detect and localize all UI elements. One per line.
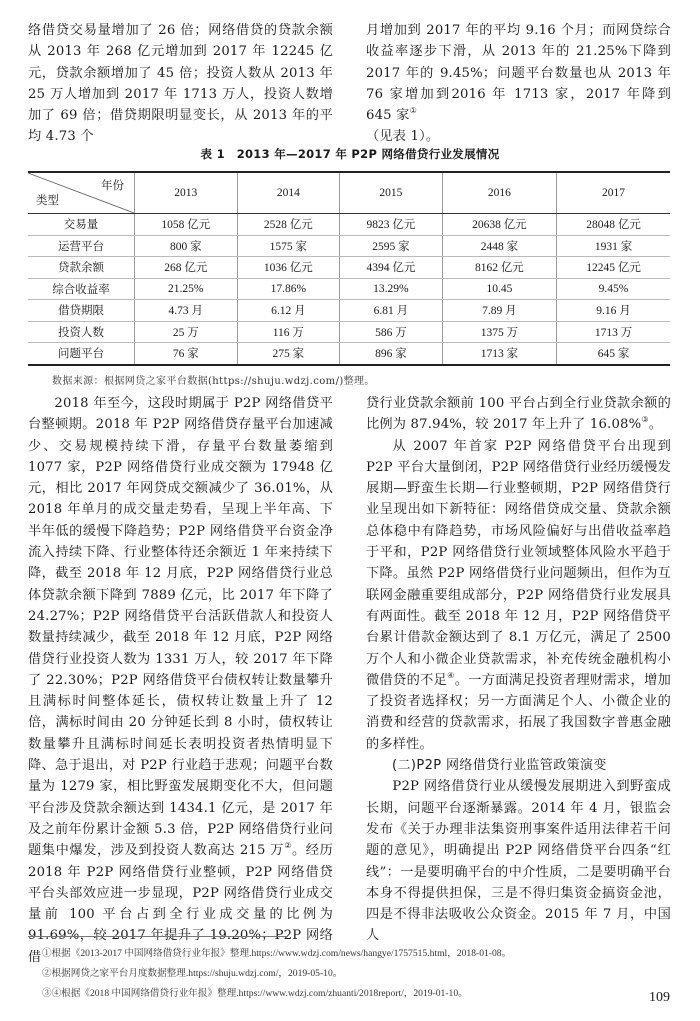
body-right-column xyxy=(366,393,671,947)
paragraph-text: 月增加到 2017 年的平均 9.16 个月；而网贷综合收益率逐步下滑，从 2013 年的 21.25%下降到 2017 年的 9.45%；问题平台数量也从 2013 年 76 家增加到2016 年 1713 家，2017 年降到 645 家① （见表 1）。 xyxy=(366,23,671,145)
column-header: 2017 xyxy=(557,172,670,214)
table-cell: 1036 亿元 xyxy=(237,257,340,279)
body-left-column xyxy=(28,393,333,968)
corner-label-year: 年份 xyxy=(101,180,124,192)
top-right-paragraph xyxy=(366,20,671,148)
table-cell: 1713 家 xyxy=(442,343,556,365)
table-cell: 896 家 xyxy=(340,343,443,365)
row-label: 交易量 xyxy=(28,214,135,236)
table-row xyxy=(28,214,670,236)
footnote-divider xyxy=(28,936,288,937)
table-cell: 275 家 xyxy=(237,343,340,365)
table-cell: 2528 亿元 xyxy=(237,214,340,236)
table-cell: 9.16 月 xyxy=(557,300,670,322)
table-row xyxy=(28,235,670,257)
footnote-ref-3[interactable]: ③ xyxy=(641,415,649,425)
table-cell: 4.73 月 xyxy=(135,300,238,322)
table-row xyxy=(28,321,670,343)
table-cell: 268 亿元 xyxy=(135,257,238,279)
table-cell: 1375 万 xyxy=(442,321,556,343)
paragraph-text: 络借贷交易量增加了 26 倍；网络借贷的贷款余额从 2013 年 268 亿元增加到 2017 年 12245 亿元，贷款余额增加了 45 倍；投资人数从 2013 年 25 万人增加到 2017 年 1713 万人，投资人数增加了 69 倍；借贷期限明显变长，从 2013 年的平均 4.73 个 xyxy=(28,23,333,145)
table-cell: 1058 亿元 xyxy=(135,214,238,236)
table-cell: 12245 亿元 xyxy=(557,257,670,279)
top-left-paragraph xyxy=(28,20,333,148)
table-cell: 28048 亿元 xyxy=(557,214,670,236)
table-cell: 13.29% xyxy=(340,278,443,300)
table-cell: 1713 万 xyxy=(557,321,670,343)
row-label: 贷款余额 xyxy=(28,257,135,279)
table-cell: 9.45% xyxy=(557,278,670,300)
column-header: 2014 xyxy=(237,172,340,214)
table-title: 表 1 2013 年—2017 年 P2P 网络借贷行业发展情况 xyxy=(200,147,500,161)
column-header: 2013 xyxy=(135,172,238,214)
section-subheading: (二)P2P 网络借贷行业监管政策演变 xyxy=(392,758,607,774)
table-cell: 4394 亿元 xyxy=(340,257,443,279)
table-cell: 1575 家 xyxy=(237,235,340,257)
paragraph: 贷行业贷款余额前 100 平台占到全行业贷款余额的比例为 87.94%，较 2017 年上升了 16.08%③。 xyxy=(366,396,671,433)
footnote-2: ②根据网贷之家平台月度数据整理.https://shuju.wdzj.com/，2019-05-10。 xyxy=(42,968,343,979)
row-label: 问题平台 xyxy=(28,343,135,365)
table-cell: 6.81 月 xyxy=(340,300,443,322)
table-cell: 17.86% xyxy=(237,278,340,300)
table-cell: 21.25% xyxy=(135,278,238,300)
row-label: 借贷期限 xyxy=(28,300,135,322)
corner-label-type: 类型 xyxy=(36,195,59,207)
table-header-row xyxy=(28,172,670,214)
footnote-3-4: ③④根据《2018 中国网络借贷行业年报》整理.https://www.wdzj.com/zhuanti/2018report/，2019-01-10。 xyxy=(42,988,468,999)
page-number: 109 xyxy=(649,990,670,1005)
table-cell: 586 万 xyxy=(340,321,443,343)
table-row xyxy=(28,278,670,300)
footnote-ref-1[interactable]: ① xyxy=(409,106,417,116)
table-cell: 8162 亿元 xyxy=(442,257,556,279)
table-row xyxy=(28,257,670,279)
table-corner-header xyxy=(28,172,135,214)
table-cell: 9823 亿元 xyxy=(340,214,443,236)
table-cell: 800 家 xyxy=(135,235,238,257)
table-row xyxy=(28,300,670,322)
table-cell: 1931 家 xyxy=(557,235,670,257)
table-source-note: 数据来源：根据网贷之家平台数据(https://shuju.wdzj.com/)整理。 xyxy=(52,376,375,387)
row-label: 投资人数 xyxy=(28,321,135,343)
row-label: 运营平台 xyxy=(28,235,135,257)
table-cell: 645 家 xyxy=(557,343,670,365)
table-cell: 6.12 月 xyxy=(237,300,340,322)
row-label: 综合收益率 xyxy=(28,278,135,300)
paragraph: P2P 网络借贷行业从缓慢发展期进入到野蛮成长期，问题平台逐渐暴露。2014 年 4 月，银监会发布《关于办理非法集资刑事案件适用法律若干问题的意见》，明确提出 P2P 网络借贷平台四条“红线”：一是要明确平台的中介性质，二是要明确平台本身不得提供担保，三是不得归集资金搞资金池，四是不得非法吸收公众资金。2015 年 7 月，中国人 xyxy=(366,779,671,944)
p2p-development-table xyxy=(28,171,670,366)
table-cell: 2595 家 xyxy=(340,235,443,257)
paragraph: 2018 年至今，这段时期属于 P2P 网络借贷平台整顿期。2018 年 P2P 网络借贷存量平台加速减少、交易规模持续下滑，存量平台数量萎缩到 1077 家，P2P 网络借贷行业成交额为 17948 亿元，相比 2017 年网贷成交额减少了 36.01%，从 2018 年单月的成交量走势看，呈现上半年高、下半年低的缓慢下降趋势；P2P 网络借贷平台资金净流入持续下降、行业整体待还余额近 1 年来持续下降，截至 2018 年 12 月底，P2P 网络借贷行业总体贷款余额下降到 7889 亿元，比 2017 年下降了 24.27%；P2P 网络借贷平台活跃借款人和投资人数量持续减少，截至 2018 年 12 月底，P2P 网络借贷行业投资人数为 1331 万人，较 2017 年下降了 22.30%；P2P 网络借贷平台债权转让数量攀升且满标时间整体延长，债权转让数量上升了 12 倍，满标时间由 20 分钟延长到 8 小时，债权转让数量攀升且满标时间延长表明投资者热情明显下降、急于退出，对 P2P 行业趋于悲观；问题平台数量为 1279 家，相比野蛮发展期变化不大，但问题平台涉及贷款余额达到 1434.1 亿元，是 2017 年及之前年份累计金额 5.3 倍，P2P 网络借贷行业问题集中爆发，涉及到投资人数高达 215 万②。经历 2018 年 P2P 网络借贷行业整顿，P2P 网络借贷平台头部效应进一步显现，P2P 网络借贷行业成交量前 100 平台占到全行业成交量的比例为 91.69%，较 2017 年提升了 19.20%；P2P 网络借 xyxy=(28,396,333,965)
table-cell: 10.45 xyxy=(442,278,556,300)
column-header: 2015 xyxy=(340,172,443,214)
table-cell: 116 万 xyxy=(237,321,340,343)
column-header: 2016 xyxy=(442,172,556,214)
table-cell: 20638 亿元 xyxy=(442,214,556,236)
footnote-ref-2[interactable]: ② xyxy=(284,841,292,851)
table-cell: 7.89 月 xyxy=(442,300,556,322)
table-cell: 76 家 xyxy=(135,343,238,365)
footnote-1: ①根据《2013-2017 中国网络借贷行业年报》整理.https://www.wdzj.com/news/hangye/1757515.html，2018-01-08。 xyxy=(42,948,512,959)
table-cell: 25 万 xyxy=(135,321,238,343)
table-row xyxy=(28,343,670,365)
footnote-ref-4[interactable]: ④ xyxy=(447,670,455,680)
table-cell: 2448 家 xyxy=(442,235,556,257)
paragraph: 从 2007 年首家 P2P 网络借贷平台出现到 P2P 平台大量倒闭，P2P 网络借贷行业经历缓慢发展期—野蛮生长期—行业整顿期，P2P 网络借贷行业呈现出如下新特征：网络借贷成交量、贷款余额总体稳中有降趋势，市场风险偏好与出借收益率趋于平和，P2P 网络借贷行业领域整体风险水平趋于下降。虽然 P2P 网络借贷行业问题频出，但作为互联网金融重要组成部分，P2P 网络借贷行业发展具有两面性。截至 2018 年 12 月，P2P 网络借贷平台累计借款金额达到了 8.1 万亿元，满足了 2500 万个人和小微企业贷款需求，补充传统金融机构小微借贷的不足④。一方面满足投资者理财需求，增加了投资者选择权；另一方面满足个人、小微企业的消费和经营的贷款需求，拓展了我国数字普惠金融的多样性。 xyxy=(366,438,671,752)
footnotes xyxy=(42,944,682,1004)
